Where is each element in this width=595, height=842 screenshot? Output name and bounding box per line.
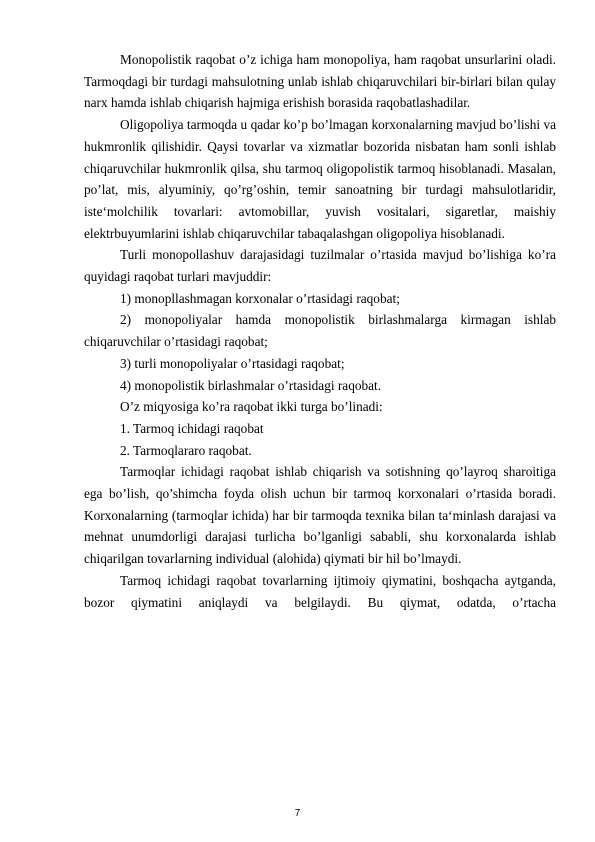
- list-item: 1. Tarmoq ichidagi raqobat: [120, 420, 264, 436]
- page-number: 7: [294, 808, 301, 819]
- list-item: 2) monopoliyalar hamda monopolistik birlashmalarga kirmagan ishlab chiqaruvchilar o’rtasidagi raqobat;: [84, 312, 556, 350]
- list-item: 1) monopllashmagan korxonalar o’rtasidagi raqobat;: [120, 290, 400, 306]
- list-item: 4) monopolistik birlashmalar o’rtasidagi raqobat.: [120, 377, 382, 393]
- paragraph-monopolistic-competition: Monopolistik raqobat o’z ichiga ham monopoliya, ham raqobat unsurlarini oladi. Tarmoqdagi bir turdagi mahsulotning unlab ishlab chiqaruvchilari bir-birlari bilan qulay narx hamda ishlab chiqarish hajmiga erishish borasida raqobatlashadilar.: [84, 52, 556, 111]
- paragraph-oligopoly: Oligopoliya tarmoqda u qadar ko’p bo’lmagan korxonalarning mavjud bo’lishi va hukmronlik qilishidir. Qaysi tovarlar va xizmatlar bozorida nisbatan ham sonli ishlab chiqaruvchilar hukmronlik qilsa, shu tarmoq oligopolistik tarmoq hisoblanadi. Masalan, po’lat, mis, alyuminiy, qo’rg’oshin, temir sanoatning bir turdagi mahsulotlaridir, iste‘molchilik tovarlari: avtomobillar, yuvish vositalari, sigaretlar, maishiy elektrbuyumlarini ishlab chiqaruvchilar tabaqalashgan oligopoliya hisoblanadi.: [84, 117, 556, 241]
- list-item: 3) turli monopoliyalar o’rtasidagi raqobat;: [120, 355, 345, 371]
- paragraph-intra-industry-competition: Tarmoqlar ichidagi raqobat ishlab chiqarish va sotishning qo’layroq sharoitiga ega bo’lish, qo’shimcha foyda olish uchun bir tarmoq korxonalari o’rtasida boradi. Korxonalarning (tarmoqlar ichida) har bir tarmoqda texnika bilan ta‘minlash darajasi va mehnat unumdorligi darajasi turlicha bo’lganligi sababli, shu korxonalarda ishlab chiqarilgan tovarlarning individual (alohida) qiymati bir hil bo’lmaydi.: [84, 464, 556, 567]
- scale-types-heading: O’z miqyosiga ko’ra raqobat ikki turga bo’linadi:: [120, 399, 383, 415]
- paragraph-social-value: Tarmoq ichidagi raqobat tovarlarning ijtimoiy qiymatini, boshqacha aytganda, bozor qiymatini aniqlaydi va belgilaydi. Bu qiymat, odatda, o’rtacha: [84, 572, 556, 610]
- list-item: 2. Tarmoqlararo raqobat.: [120, 442, 252, 458]
- document-page: [84, 49, 556, 613]
- paragraph-competition-types-intro: Turli monopollashuv darajasidagi tuzilmalar o’rtasida mavjud bo’lishiga ko’ra quyidagi raqobat turlari mavjuddir:: [84, 247, 556, 285]
